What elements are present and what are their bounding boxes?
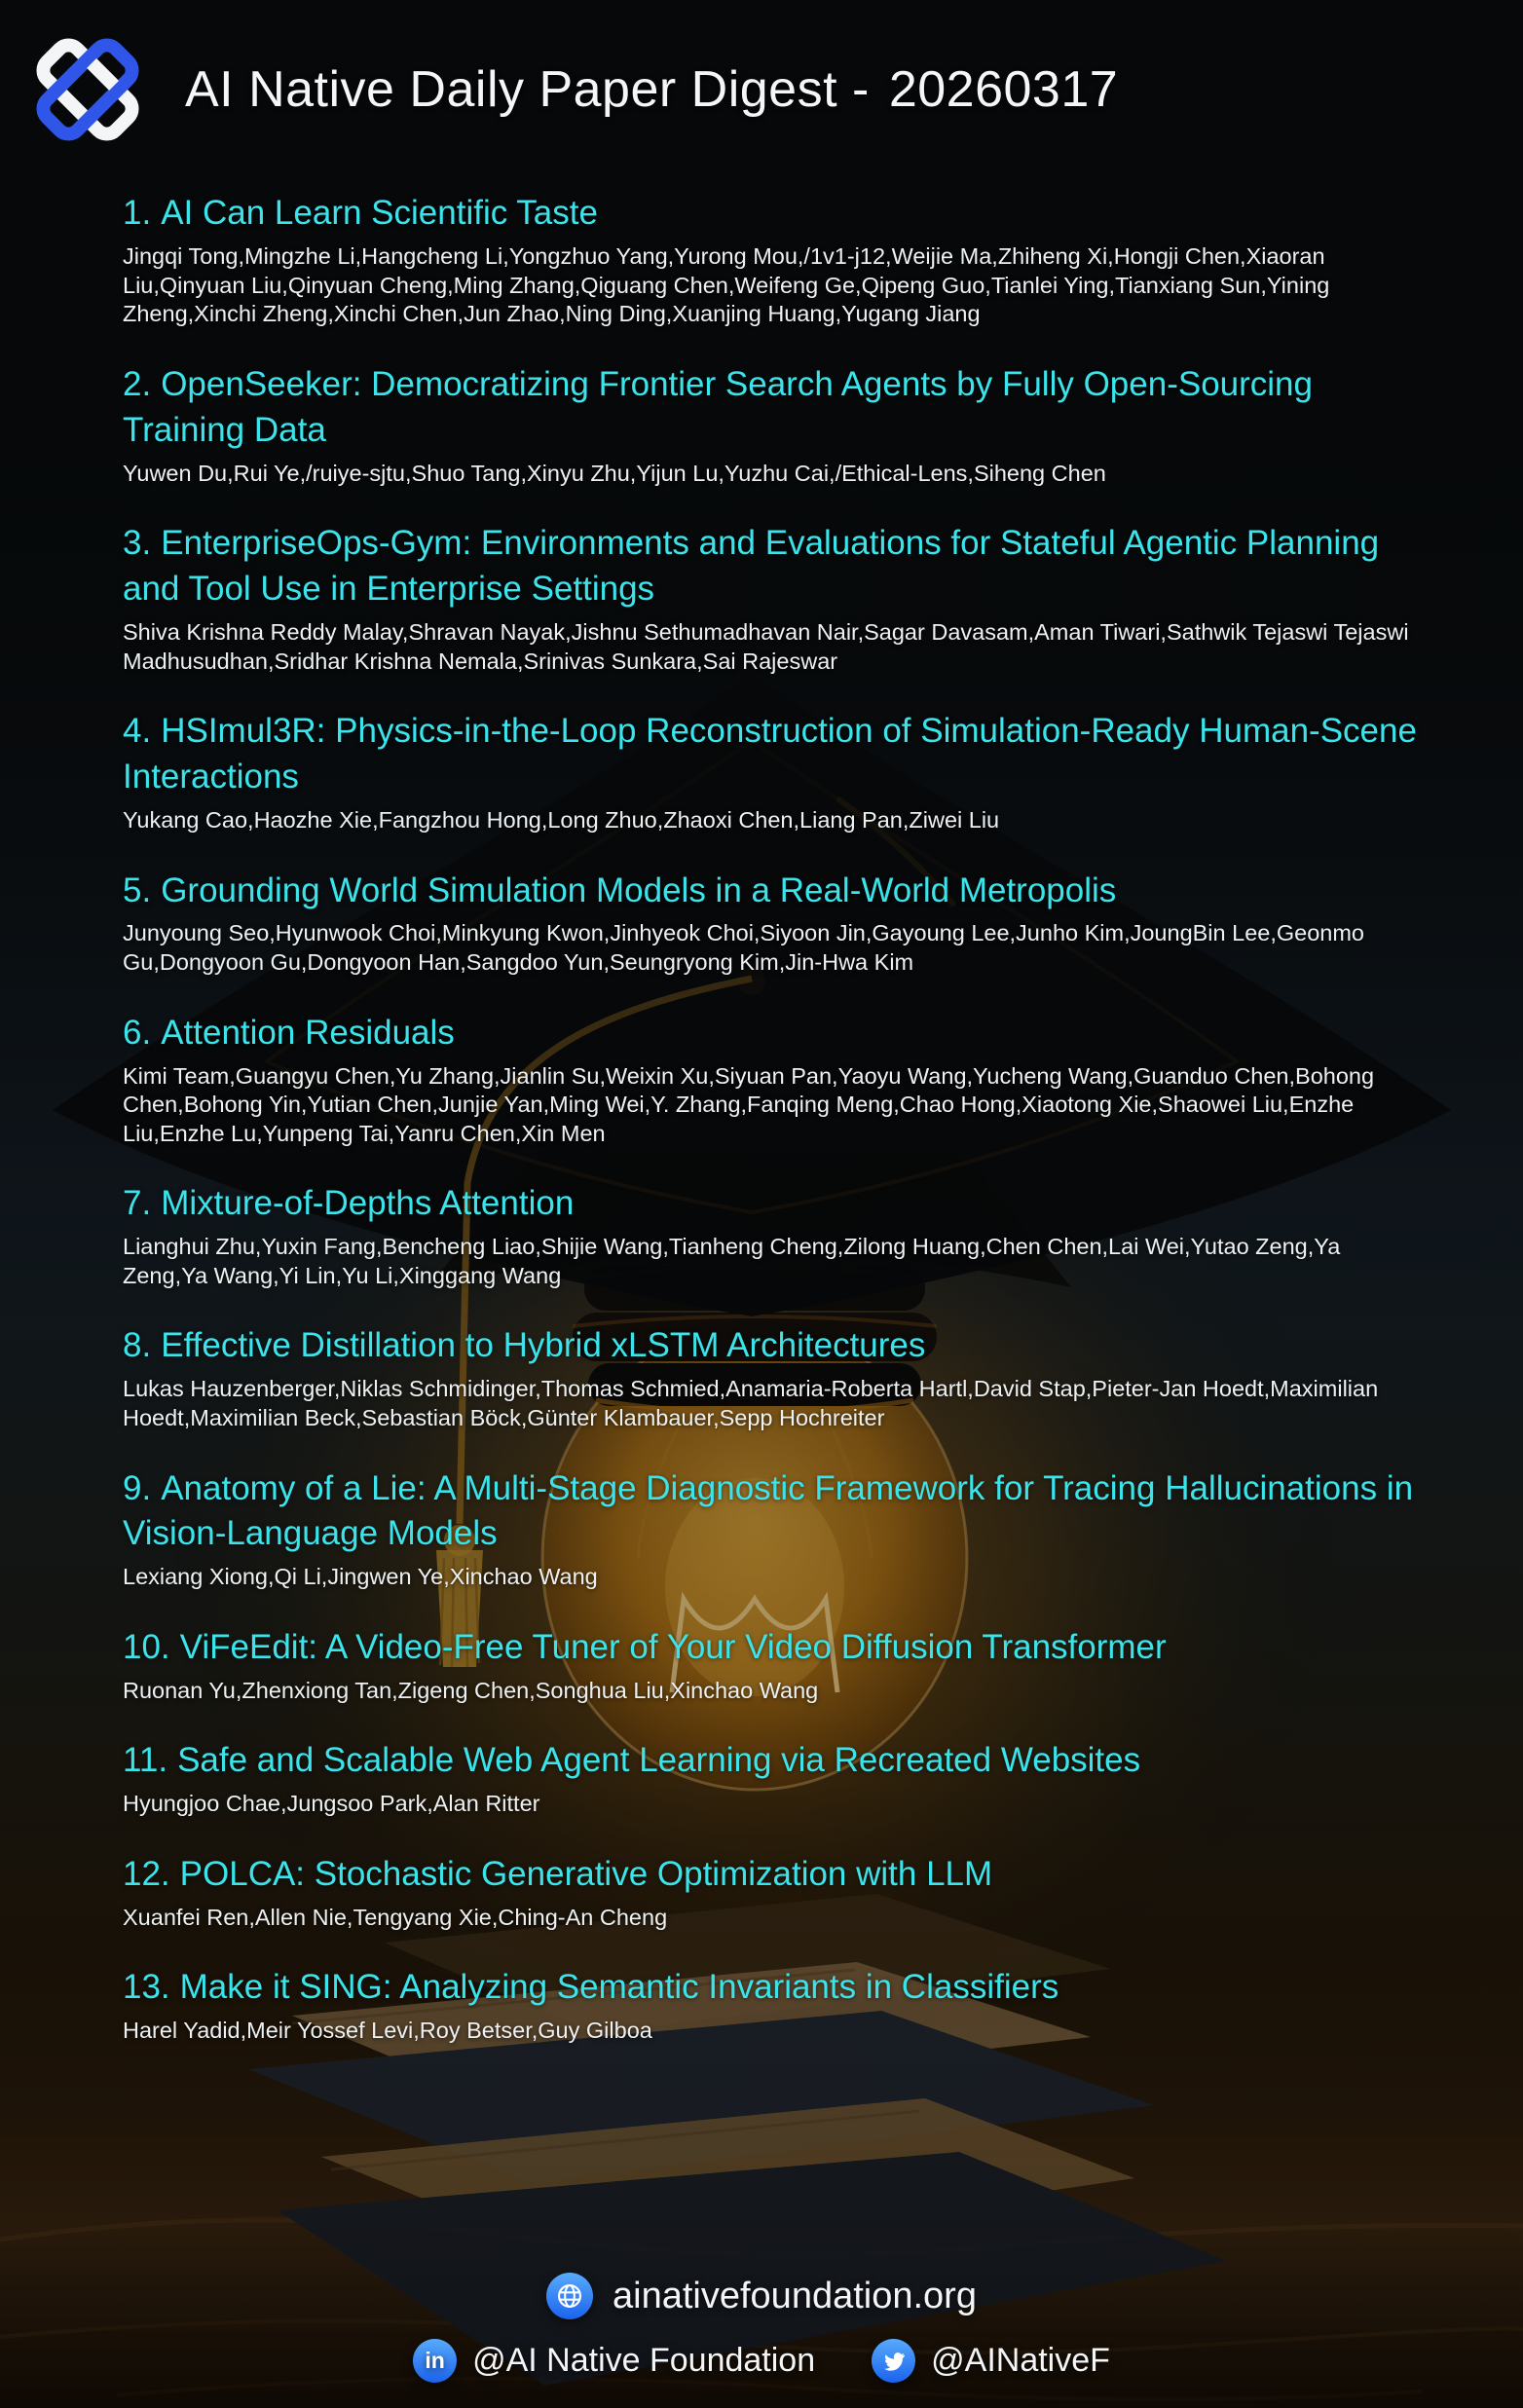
paper-number: 1. [123, 194, 152, 232]
paper-title-text: POLCA: Stochastic Generative Optimization with LLM [179, 1854, 993, 1893]
digest-date: 20260317 [888, 61, 1119, 118]
paper-entry [123, 191, 1422, 329]
paper-entry [123, 1011, 1422, 1149]
paper-authors: Junyoung Seo,Hyunwook Choi,Minkyung Kwon,Jinhyeok Choi,Siyoon Jin,Gayoung Lee,Junho Kim,JoungBin Lee,Geonmo Gu,Dongyoon Gu,Dongyoon Han,Sangdoo Yun,Seungryong Kim,Jin-Hwa Kim [123, 920, 1365, 975]
paper-title-text: Anatomy of a Lie: A Multi-Stage Diagnostic Framework for Tracing Hallucinations in Vision-Language Models [123, 1468, 1414, 1553]
paper-title[interactable] [123, 1852, 1422, 1898]
paper-authors: Lukas Hauzenberger,Niklas Schmidinger,Thomas Schmied,Anamaria-Roberta Hartl,David Stap,Pieter-Jan Hoedt,Maximilian Hoedt,Maximilian Beck,Sebastian Böck,Günter Klambauer,Sepp Hochreiter [123, 1376, 1379, 1430]
paper-number: 5. [123, 871, 152, 909]
linkedin-glyph: in [425, 2348, 445, 2373]
paper-title[interactable] [123, 1625, 1422, 1671]
paper-title[interactable] [123, 1738, 1422, 1784]
linkedin-handle[interactable]: @AI Native Foundation [472, 2342, 816, 2379]
paper-title-text: Safe and Scalable Web Agent Learning via Recreated Websites [177, 1741, 1141, 1780]
paper-entry [123, 1323, 1422, 1432]
paper-number: 3. [123, 524, 152, 563]
paper-authors: Jingqi Tong,Mingzhe Li,Hangcheng Li,Yongzhuo Yang,Yurong Mou,/1v1-j12,Weijie Ma,Zhiheng Xi,Hongji Chen,Xiaoran Liu,Qinyuan Liu,Qinyuan Cheng,Ming Zhang,Qiguang Chen,Weifeng Ge,Qipeng Guo,Tianlei Ying,Tianxiang Sun,Yining Zheng,Xinchi Zheng,Xinchi Chen,Jun Zhao,Ning Ding,Xuanjing Huang,Yugang Jiang [123, 242, 1330, 327]
paper-title[interactable] [123, 1323, 1422, 1369]
paper-number: 9. [123, 1468, 152, 1507]
paper-number: 7. [123, 1184, 152, 1223]
paper-entry [123, 1852, 1422, 1933]
paper-title[interactable] [123, 1466, 1422, 1558]
paper-entry [123, 709, 1422, 834]
paper-entry [123, 1965, 1422, 2046]
paper-title[interactable] [123, 709, 1422, 800]
twitter-bird-icon[interactable] [872, 2339, 915, 2383]
paper-title[interactable] [123, 362, 1422, 454]
paper-title[interactable] [123, 1181, 1422, 1227]
paper-authors: Ruonan Yu,Zhenxiong Tan,Zigeng Chen,Songhua Liu,Xinchao Wang [123, 1677, 819, 1703]
twitter-handle[interactable]: @AINativeF [931, 2342, 1110, 2379]
paper-authors: Shiva Krishna Reddy Malay,Shravan Nayak,Jishnu Sethumadhavan Nair,Sagar Davasam,Aman Tiwari,Sathwik Tejaswi Tejaswi Madhusudhan,Sridhar Krishna Nemala,Srinivas Sunkara,Sai Rajeswar [123, 618, 1409, 674]
paper-title-text: EnterpriseOps-Gym: Environments and Evaluations for Stateful Agentic Planning and Tool Use in Enterprise Settings [123, 524, 1380, 608]
paper-authors: Lexiang Xiong,Qi Li,Jingwen Ye,Xinchao Wang [123, 1564, 598, 1590]
paper-entry [123, 869, 1422, 978]
paper-title[interactable] [123, 1965, 1422, 2011]
paper-number: 6. [123, 1013, 152, 1052]
website-link[interactable]: ainativefoundation.org [613, 2275, 977, 2316]
paper-entry [123, 1625, 1422, 1706]
paper-entry [123, 1466, 1422, 1592]
paper-number: 11. [123, 1741, 168, 1780]
paper-title-text: Effective Distillation to Hybrid xLSTM Architectures [161, 1326, 926, 1365]
paper-title-text: Make it SING: Analyzing Semantic Invariants in Classifiers [179, 1968, 1059, 2007]
page-title-text: AI Native Daily Paper Digest - [185, 61, 870, 118]
footer [0, 2273, 1523, 2383]
paper-authors: Lianghui Zhu,Yuxin Fang,Bencheng Liao,Shijie Wang,Tianheng Cheng,Zilong Huang,Chen Chen,Lai Wei,Yutao Zeng,Ya Zeng,Ya Wang,Yi Lin,Yu Li,Xinggang Wang [123, 1234, 1341, 1288]
paper-title-text: OpenSeeker: Democratizing Frontier Search Agents by Fully Open-Sourcing Training Data [123, 364, 1313, 449]
paper-number: 4. [123, 712, 152, 751]
paper-title-text: Grounding World Simulation Models in a Real-World Metropolis [161, 871, 1117, 909]
paper-authors: Hyungjoo Chae,Jungsoo Park,Alan Ritter [123, 1791, 540, 1817]
paper-title-text: AI Can Learn Scientific Taste [161, 194, 598, 232]
paper-number: 2. [123, 364, 152, 403]
linkedin-icon[interactable] [413, 2339, 457, 2383]
paper-title[interactable] [123, 869, 1422, 914]
ai-native-logo-icon [31, 33, 144, 146]
paper-entry [123, 1181, 1422, 1290]
globe-icon[interactable] [546, 2273, 593, 2319]
paper-authors: Yuwen Du,Rui Ye,/ruiye-sjtu,Shuo Tang,Xinyu Zhu,Yijun Lu,Yuzhu Cai,/Ethical-Lens,Siheng Chen [123, 460, 1106, 486]
paper-title[interactable] [123, 521, 1422, 612]
paper-entry [123, 1738, 1422, 1819]
paper-number: 8. [123, 1326, 152, 1365]
paper-title[interactable] [123, 191, 1422, 237]
paper-number: 13. [123, 1968, 170, 2007]
paper-number: 12. [123, 1854, 170, 1893]
paper-title[interactable] [123, 1011, 1422, 1056]
papers-list [123, 191, 1422, 2046]
website-row [546, 2273, 977, 2319]
paper-title-text: HSImul3R: Physics-in-the-Loop Reconstruction of Simulation-Ready Human-Scene Interactions [123, 712, 1417, 796]
paper-title-text: Attention Residuals [161, 1013, 455, 1052]
paper-entry [123, 521, 1422, 676]
page-title [185, 60, 1118, 119]
paper-authors: Harel Yadid,Meir Yossef Levi,Roy Betser,Guy Gilboa [123, 2018, 652, 2044]
paper-authors: Kimi Team,Guangyu Chen,Yu Zhang,Jianlin Su,Weixin Xu,Siyuan Pan,Yaoyu Wang,Yucheng Wang,Guanduo Chen,Bohong Chen,Bohong Yin,Yutian Chen,Junjie Yan,Ming Wei,Y. Zhang,Fanqing Meng,Chao Hong,Xiaotong Xie,Shaowei Liu,Enzhe Liu,Enzhe Lu,Yunpeng Tai,Yanru Chen,Xin Men [123, 1062, 1375, 1146]
paper-title-text: Mixture-of-Depths Attention [161, 1184, 575, 1223]
paper-number: 10. [123, 1627, 170, 1666]
header [0, 0, 1523, 146]
social-row [413, 2339, 1110, 2383]
paper-authors: Yukang Cao,Haozhe Xie,Fangzhou Hong,Long Zhuo,Zhaoxi Chen,Liang Pan,Ziwei Liu [123, 806, 1000, 833]
paper-entry [123, 362, 1422, 488]
paper-authors: Xuanfei Ren,Allen Nie,Tengyang Xie,Ching-An Cheng [123, 1904, 668, 1930]
paper-title-text: ViFeEdit: A Video-Free Tuner of Your Video Diffusion Transformer [179, 1627, 1167, 1666]
